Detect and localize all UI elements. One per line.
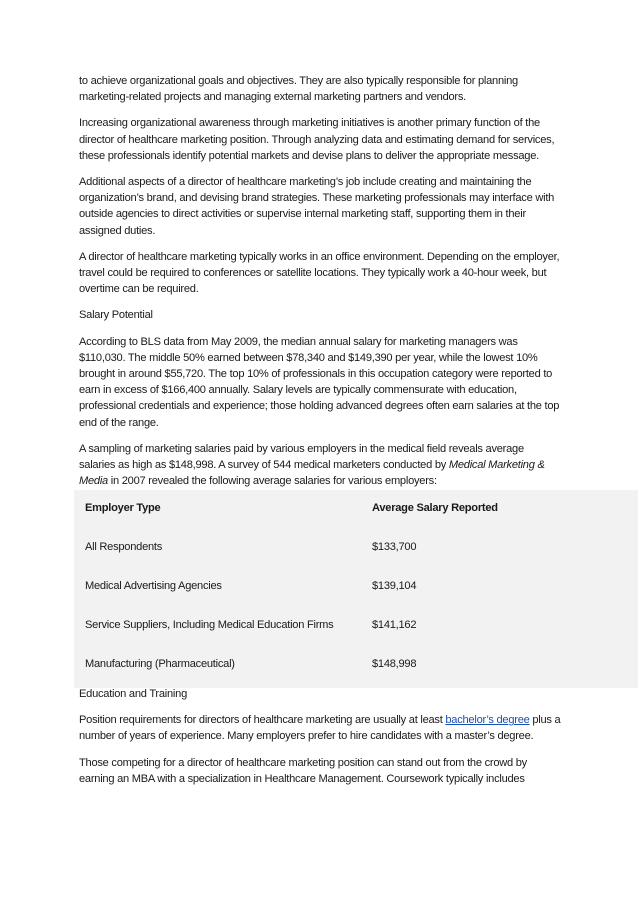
- bachelors-degree-link[interactable]: bachelor’s degree: [445, 714, 530, 727]
- section-heading-salary: Salary Potential: [79, 309, 153, 322]
- paragraph: Additional aspects of a director of healthcare marketing’s job include creating and maintaining the organization’s brand, and devising brand strategies. These marketing professionals may interface with outside agencies to direct activities or supervise internal marketing staff, supporting them in their assigned duties.: [79, 176, 555, 237]
- header-average-salary: Average Salary Reported: [372, 502, 498, 514]
- section-heading-education: Education and Training: [79, 688, 187, 700]
- publication-title: Medical Marketing & Media: [79, 459, 545, 488]
- employer-cell: Medical Advertising Agencies: [85, 580, 222, 592]
- paragraph: According to BLS data from May 2009, the median annual salary for marketing managers was $110,030. The middle 50% earned between $78,340 and $149,390 per year, while the lowest 10% brought in around $55,720. The top 10% of professionals in this occupation category were reported to earn in excess of $166,400 annually. Salary levels are typically commensurate with education, professional credentials and experience; those holding advanced degrees often earn salaries at the top end of the range.: [79, 335, 560, 429]
- paragraph-text: Position requirements for directors of healthcare marketing are usually at least: [79, 714, 446, 727]
- body-text: [79, 73, 561, 499]
- paragraph: [79, 441, 561, 490]
- salary-cell: $148,998: [372, 658, 417, 670]
- body-text-continued: [79, 686, 561, 797]
- table-header-row: [74, 490, 638, 529]
- header-employer-type: Employer Type: [85, 502, 161, 514]
- salary-cell: $133,700: [372, 541, 417, 553]
- paragraph-text: in 2007 revealed the following average salaries for various employers:: [107, 475, 437, 488]
- table-row: [74, 568, 638, 607]
- table-row: [74, 607, 638, 646]
- salary-cell: $141,162: [372, 619, 417, 631]
- paragraph-text: A sampling of marketing salaries paid by various employers in the medical field reveals average salaries as high as $148,998. A survey of 544 medical marketers conducted by: [79, 442, 524, 472]
- salary-table: [74, 490, 638, 688]
- salary-cell: $139,104: [372, 580, 417, 592]
- table-row: [74, 646, 638, 685]
- paragraph: to achieve organizational goals and objectives. They are also typically responsible for planning marketing-related projects and managing external marketing partners and vendors.: [79, 75, 518, 104]
- employer-cell: All Respondents: [85, 541, 163, 553]
- paragraph: [79, 712, 561, 744]
- paragraph: Increasing organizational awareness through marketing initiatives is another primary function of the director of healthcare marketing position. Through analyzing data and estimating demand for services, these professionals identify potential markets and devise plans to deliver the appropriate message.: [79, 117, 555, 162]
- paragraph: A director of healthcare marketing typically works in an office environment. Depending on the employer, travel could be required to conferences or satellite locations. They typically work a 40-hour week, but overtime can be required.: [79, 250, 560, 296]
- paragraph-text: plus a number of years of experience. Many employers prefer to hire candidates with a master’s degree.: [79, 714, 561, 743]
- employer-cell: Service Suppliers, Including Medical Education Firms: [85, 619, 334, 631]
- table-row: [74, 529, 638, 568]
- paragraph: Those competing for a director of healthcare marketing position can stand out from the crowd by earning an MBA with a specialization in Healthcare Management. Coursework typically includes: [79, 756, 527, 785]
- employer-cell: Manufacturing (Pharmaceutical): [85, 658, 235, 670]
